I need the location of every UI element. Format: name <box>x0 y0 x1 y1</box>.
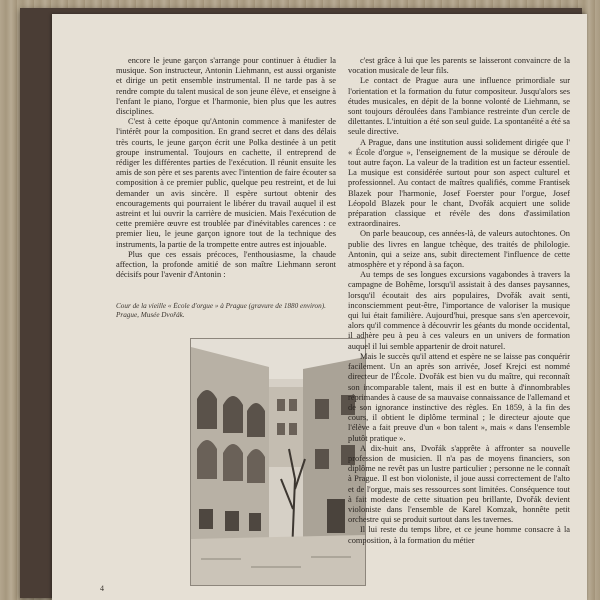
right-paragraph-1: c'est grâce à lui que les parents se laisseront convaincre de la vocation musicale de leur fils. <box>348 56 570 76</box>
right-paragraph-2: Le contact de Prague aura une influence primordiale sur l'orientation et la formation du futur compositeur. Jusqu'alors ses études musicales, en dépit de la bonne volonté de Liehmann, se sont toujours déroulées dans l'ambiance restreinte d'un cercle de dilettantes. L'intuition a été son seul guide. La spontanéité a été sa seule directive. <box>348 76 570 137</box>
right-paragraph-6: Mais le succès qu'il attend et espère ne se laisse pas conquérir facilement. Un an après son arrivée, Josef Krejci est nommé directeur de l'École. Dvořák est bien vu du maître, qui reconnaît son incomparable talent, mais il est en butte à d'innombrables réprimandes à cause de sa mauvaise connaissance de l'allemand et de son ignorance instinctive des règles. En 1859, à la fin des cours, il obtient le diplôme terminal ; le directeur ajoute que l'élève a fait preuve d'un « bon talent », mais « dans l'ensemble plutôt pratique ». <box>348 351 570 443</box>
photo-caption: Cour de la vieille « École d'orgue » à Prague (gravure de 1880 environ). Prague, Musée Dvořák. <box>116 302 326 319</box>
courtyard-engraving-drawing <box>191 339 365 585</box>
book-page <box>52 14 587 600</box>
left-paragraph-1: encore le jeune garçon s'arrange pour continuer à étudier la musique. Son instructeur, Antonin Liehmann, est aussi organiste et dirige un petit ensemble instrumental. Il ne tarde pas à se rendre compte du talent musical de son jeune élève, et enseigne à l'enfant le piano, l'orgue et l'harmonie, bien plus que les autres disciplines. <box>116 56 336 117</box>
page-number: 4 <box>100 584 104 593</box>
left-text-column <box>116 56 336 326</box>
right-paragraph-4: On parle beaucoup, ces années-là, de valeurs autochtones. On publie des livres en langue tchèque, des traités de philologie. Antonin, qui a seize ans, subit directement l'influence de cette atmosphère et y répond à sa façon. <box>348 229 570 270</box>
left-paragraph-2: C'est à cette époque qu'Antonin commence à manifester de l'intérêt pour la composition. En grand secret et dans des délais très courts, le jeune garçon écrit une Polka destinée à un petit groupe instrumental. Toujours en cachette, il entreprend de rédiger les différentes parties de l'exécution. Il réunit ensuite les amis de son père et ses parents avec l'intention de faire écouter sa composition à ce premier public, quelque peu restreint, et de lui demander un avis sincère. Il espère surtout obtenir des encouragements qui pourraient le libérer du travail auquel il est astreint et lui ouvrir la carrière de musicien. Mais l'exécution de cette première œuvre est troublée par d'inévitables carences : ce premier lieu, le jeune garçon ignore tout de la technique des instruments, la partie de la trompette entre autres est injouable. <box>116 117 336 249</box>
right-text-column <box>348 56 570 596</box>
right-paragraph-3: A Prague, dans une institution aussi solidement dirigée que l' « École d'orgue », l'enseignement de la musique se déroule de tout autre façon. La valeur de la tradition est un facteur essentiel. La musique est considérée surtout pour son aspect culturel et professionnel. Au contact de maîtres qualifiés, comme Frantisek Blazek pour l'harmonie, Josef Foerster pour l'orgue, Josef Léopold Blazek pour le chant, Dvořák acquiert une solide préparation classique et révèle des dons d'assimilation extraordinaires. <box>348 137 570 229</box>
courtyard-engraving-image <box>190 338 366 586</box>
right-paragraph-7: A dix-huit ans, Dvořák s'apprête à affronter sa nouvelle profession de musicien. Il n'a pas de moyens financiers, son diplôme ne revêt pas un lustre particulier ; personne ne le connaît à Prague. Il est bon violoniste, il joue aussi correctement de l'alto et de l'orgue, mais ses ressources sont limitées. Conséquence tout à fait modeste de cette situation peu brillante, Dvořák devient violoniste dans l'ensemble de Karel Komzak, honnête petit orchestre qui se produit surtout dans les tavernes. <box>348 443 570 525</box>
right-paragraph-8: Il lui reste du temps libre, et ce jeune homme consacre à la composition, à la formation du métier <box>348 525 570 545</box>
right-paragraph-5: Au temps de ses longues excursions vagabondes à travers la campagne de Bohême, lorsqu'il assistait à des danses paysannes, lorsqu'il écoutait des airs populaires, Dvořák avait senti, inconsciemment peut-être, l'importance de valoriser la musique qui lui était familière. Aujourd'hui, presque sans s'en apercevoir, alors qu'il commence à découvrir les géants du monde occidental, il adhère peu à peu à ces valeurs en un univers de formation auquel il lui semble appartenir de droit naturel. <box>348 270 570 351</box>
left-paragraph-3: Plus que ces essais précoces, l'enthousiasme, la chaude affection, la profonde amitié de son maître Liehmann seront décisifs pour l'avenir d'Antonin : <box>116 249 336 280</box>
